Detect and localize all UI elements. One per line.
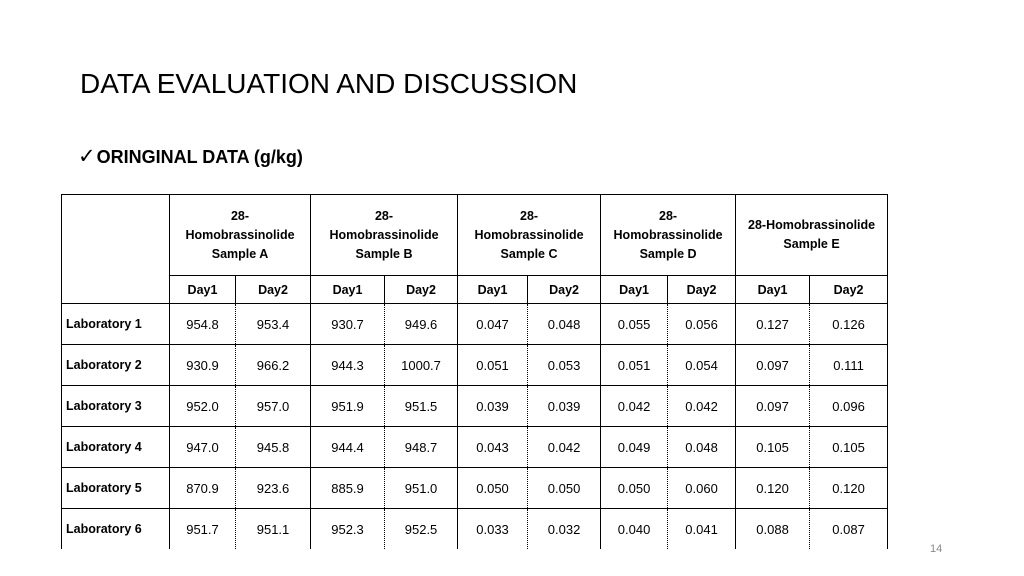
value-cell: 951.7 [170,509,236,550]
value-cell: 951.0 [385,468,458,509]
value-cell: 945.8 [236,427,311,468]
value-cell: 0.054 [668,345,736,386]
table-row [62,427,888,468]
table-row [62,304,888,345]
laboratory-label: Laboratory 1 [62,304,170,345]
section-heading [78,144,303,170]
value-cell: 0.050 [458,468,528,509]
value-cell: 951.1 [236,509,311,550]
day1-header: Day1 [601,276,668,304]
value-cell: 0.042 [601,386,668,427]
sample-header: 28- Homobrassinolide Sample B [311,195,458,276]
table-row [62,386,888,427]
value-cell: 0.120 [810,468,888,509]
value-cell: 0.127 [736,304,810,345]
value-cell: 953.4 [236,304,311,345]
page-number: 14 [930,543,943,555]
value-cell: 1000.7 [385,345,458,386]
value-cell: 0.087 [810,509,888,550]
section-heading-text: ORINGINAL DATA (g/kg) [96,147,303,167]
value-cell: 0.096 [810,386,888,427]
data-table [61,194,888,549]
value-cell: 0.048 [528,304,601,345]
value-cell: 951.5 [385,386,458,427]
day2-header: Day2 [810,276,888,304]
value-cell: 0.047 [458,304,528,345]
value-cell: 923.6 [236,468,311,509]
value-cell: 944.4 [311,427,385,468]
day2-header: Day2 [668,276,736,304]
value-cell: 0.105 [810,427,888,468]
value-cell: 957.0 [236,386,311,427]
sample-header: 28- Homobrassinolide Sample D [601,195,736,276]
value-cell: 952.0 [170,386,236,427]
sample-header-row [62,195,888,276]
day1-header: Day1 [736,276,810,304]
slide-title: DATA EVALUATION AND DISCUSSION [80,68,578,99]
table-row [62,468,888,509]
sample-header: 28-Homobrassinolide Sample E [736,195,888,276]
value-cell: 870.9 [170,468,236,509]
value-cell: 0.120 [736,468,810,509]
value-cell: 0.042 [668,386,736,427]
value-cell: 0.088 [736,509,810,550]
value-cell: 0.039 [528,386,601,427]
day2-header: Day2 [236,276,311,304]
day1-header: Day1 [170,276,236,304]
value-cell: 0.040 [601,509,668,550]
laboratory-label: Laboratory 6 [62,509,170,550]
value-cell: 0.053 [528,345,601,386]
laboratory-label: Laboratory 5 [62,468,170,509]
value-cell: 0.056 [668,304,736,345]
value-cell: 885.9 [311,468,385,509]
value-cell: 0.060 [668,468,736,509]
value-cell: 944.3 [311,345,385,386]
value-cell: 930.7 [311,304,385,345]
value-cell: 952.5 [385,509,458,550]
value-cell: 966.2 [236,345,311,386]
value-cell: 0.032 [528,509,601,550]
value-cell: 0.111 [810,345,888,386]
day1-header: Day1 [458,276,528,304]
table-row [62,509,888,550]
value-cell: 0.042 [528,427,601,468]
sample-header: 28- Homobrassinolide Sample A [170,195,311,276]
value-cell: 0.049 [601,427,668,468]
value-cell: 954.8 [170,304,236,345]
sample-header: 28- Homobrassinolide Sample C [458,195,601,276]
day2-header: Day2 [528,276,601,304]
laboratory-label: Laboratory 3 [62,386,170,427]
value-cell: 948.7 [385,427,458,468]
value-cell: 947.0 [170,427,236,468]
value-cell: 951.9 [311,386,385,427]
value-cell: 0.048 [668,427,736,468]
value-cell: 0.039 [458,386,528,427]
value-cell: 0.041 [668,509,736,550]
day1-header: Day1 [311,276,385,304]
day-header-row [62,276,888,304]
laboratory-label: Laboratory 2 [62,345,170,386]
value-cell: 0.051 [601,345,668,386]
day2-header: Day2 [385,276,458,304]
value-cell: 0.033 [458,509,528,550]
value-cell: 0.055 [601,304,668,345]
value-cell: 0.050 [528,468,601,509]
value-cell: 0.097 [736,345,810,386]
value-cell: 0.043 [458,427,528,468]
checkmark-icon: ✓ [78,145,96,168]
laboratory-label: Laboratory 4 [62,427,170,468]
value-cell: 0.051 [458,345,528,386]
value-cell: 0.126 [810,304,888,345]
corner-cell [62,195,170,304]
value-cell: 949.6 [385,304,458,345]
table-row [62,345,888,386]
value-cell: 952.3 [311,509,385,550]
value-cell: 0.050 [601,468,668,509]
value-cell: 930.9 [170,345,236,386]
value-cell: 0.105 [736,427,810,468]
value-cell: 0.097 [736,386,810,427]
